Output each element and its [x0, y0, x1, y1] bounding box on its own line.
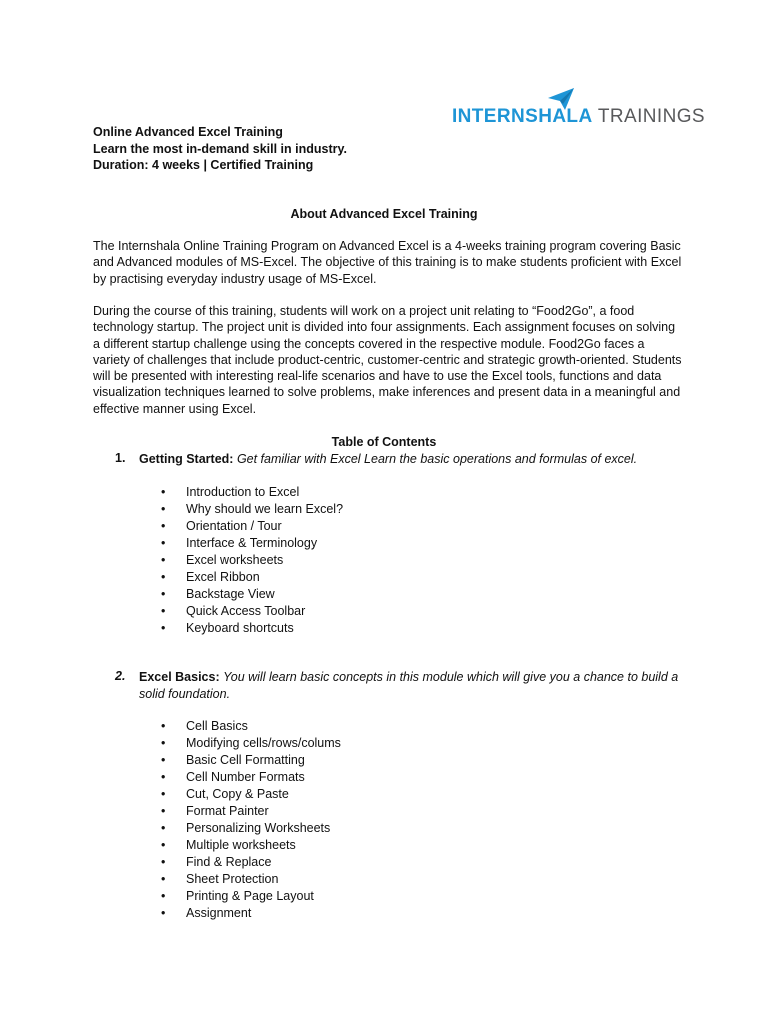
list-item [160, 871, 341, 888]
list-item [160, 501, 343, 518]
module-1-heading [139, 451, 679, 468]
module-2-description: You will learn basic concepts in this module which will give you a chance to build a solid foundation. [139, 670, 679, 701]
module-2-number: 2. [115, 669, 126, 683]
list-item [160, 803, 341, 820]
bullet-icon: • [161, 770, 166, 784]
topic-label: Why should we learn Excel? [186, 502, 344, 516]
topic-label: Sheet Protection [186, 872, 279, 886]
list-item [160, 735, 341, 752]
header-tagline: Learn the most in-demand skill in industry. [93, 141, 347, 156]
list-item [160, 837, 341, 854]
list-item [160, 484, 343, 501]
list-item [160, 569, 343, 586]
list-item [160, 586, 343, 603]
topic-label: Personalizing Worksheets [186, 821, 331, 835]
topic-label: Keyboard shortcuts [186, 621, 294, 635]
about-paragraph-2: During the course of this training, students will work on a project unit relating to “Food2Go”, a food technology startup. The project unit is divided into four assignments. Each assignment focuses on solving a different startup challenge using the concepts covered in the respective module. Food2Go faces a variety of challenges that include product-centric, customer-centric and strategic growth-oriented. Students will be presented with interesting real-life scenarios and have to use the Excel tools, functions and data visualization techniques learned to solve problems, make inferences and present data in a meaningful and effective manner using Excel. [93, 304, 682, 416]
module-1-description: Get familiar with Excel Learn the basic operations and formulas of excel. [236, 452, 638, 466]
bullet-icon: • [161, 736, 166, 750]
module-1-title: Getting Started: [139, 452, 234, 466]
bullet-icon: • [161, 502, 166, 516]
logo-trainings-text: TRAININGS [597, 106, 705, 127]
bullet-icon: • [161, 621, 166, 635]
topic-label: Excel worksheets [186, 553, 284, 567]
module-1-number: 1. [115, 451, 126, 465]
bullet-icon: • [161, 906, 166, 920]
topic-label: Excel Ribbon [186, 570, 260, 584]
bullet-icon: • [161, 485, 166, 499]
list-item [160, 752, 341, 769]
bullet-icon: • [161, 838, 166, 852]
topic-label: Backstage View [186, 587, 275, 601]
bullet-icon: • [161, 804, 166, 818]
bullet-icon: • [161, 889, 166, 903]
list-item [160, 603, 343, 620]
list-item [160, 769, 341, 786]
bullet-icon: • [161, 536, 166, 550]
topic-label: Introduction to Excel [186, 485, 300, 499]
topic-label: Format Painter [186, 804, 269, 818]
about-paragraph-1: The Internshala Online Training Program on Advanced Excel is a 4-weeks training program covering Basic and Advanced modules of MS-Excel. The objective of this training is to make students proficient with Excel by practising everyday industry usage of MS-Excel. [93, 239, 682, 286]
topic-label: Interface & Terminology [186, 536, 318, 550]
topic-label: Basic Cell Formatting [186, 753, 305, 767]
logo-wordmark [452, 106, 705, 128]
list-item [160, 535, 343, 552]
list-item [160, 518, 343, 535]
module-2-heading [139, 669, 679, 702]
bullet-icon: • [161, 821, 166, 835]
topic-label: Quick Access Toolbar [186, 604, 306, 618]
topic-label: Assignment [186, 906, 252, 920]
topic-label: Modifying cells/rows/colums [186, 736, 341, 750]
list-item [160, 620, 343, 637]
bullet-icon: • [161, 570, 166, 584]
bullet-icon: • [161, 872, 166, 886]
bullet-icon: • [161, 553, 166, 567]
topic-label: Printing & Page Layout [186, 889, 314, 903]
bullet-icon: • [161, 519, 166, 533]
toc-heading: Table of Contents [331, 435, 437, 449]
topic-label: Find & Replace [186, 855, 272, 869]
list-item [160, 820, 341, 837]
internshala-logo [452, 88, 705, 128]
module-2-title: Excel Basics: [139, 670, 220, 684]
bullet-icon: • [161, 787, 166, 801]
list-item [160, 552, 343, 569]
header-duration: Duration: 4 weeks | Certified Training [93, 158, 314, 172]
topic-label: Cell Number Formats [186, 770, 305, 784]
bullet-icon: • [161, 587, 166, 601]
list-item [160, 854, 341, 871]
module-2-topic-list [160, 718, 341, 922]
topic-label: Cell Basics [186, 719, 248, 733]
list-item [160, 888, 341, 905]
topic-label: Multiple worksheets [186, 838, 296, 852]
topic-label: Cut, Copy & Paste [186, 787, 289, 801]
list-item [160, 718, 341, 735]
bullet-icon: • [161, 604, 166, 618]
header-course-title: Online Advanced Excel Training [93, 125, 283, 139]
logo-brand-text: INTERNSHALA [452, 106, 593, 127]
bullet-icon: • [161, 855, 166, 869]
bullet-icon: • [161, 753, 166, 767]
bullet-icon: • [161, 719, 166, 733]
module-1-topic-list [160, 484, 343, 637]
list-item [160, 905, 341, 922]
about-heading: About Advanced Excel Training [290, 207, 478, 221]
list-item [160, 786, 341, 803]
topic-label: Orientation / Tour [186, 519, 282, 533]
